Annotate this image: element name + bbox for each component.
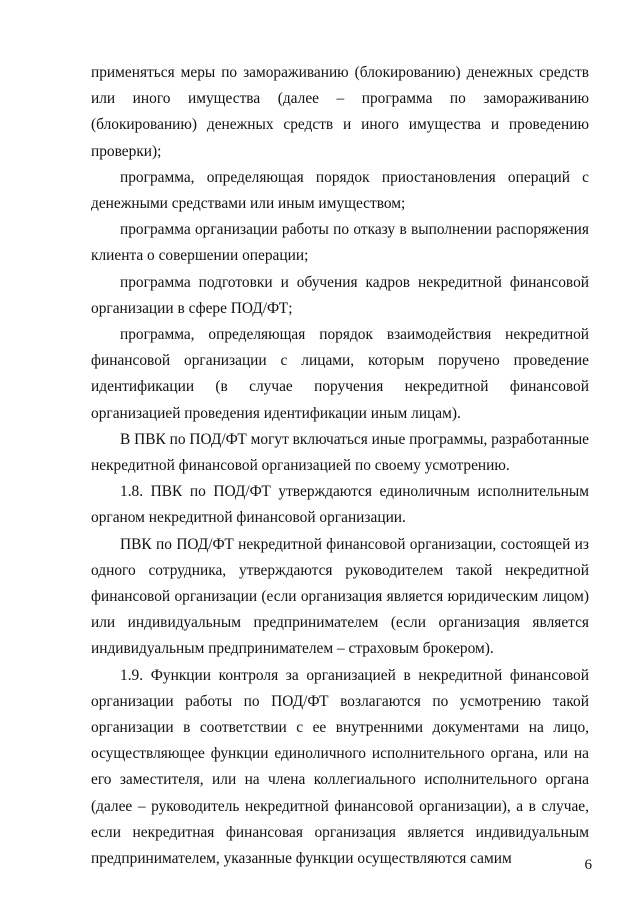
paragraph-single-employee-approval: ПВК по ПОД/ФТ некредитной финансовой организации, состоящей из одного сотрудника, утверждаются руководителем такой некредитной финансовой организации (если организация является юридическим лицом) или индивидуальным предпринимателем (если организация является индивидуальным предпринимателем – страховым брокером). xyxy=(91,535,589,658)
paragraph-training-program: программа подготовки и обучения кадров некредитной финансовой организации в сфере ПОД/ФТ; xyxy=(91,273,589,317)
paragraph-section-1-9: 1.9. Функции контроля за организацией в некредитной финансовой организации работы по ПОД/ФТ возлагаются по усмотрению такой организации в соответствии с ее внутренними документами на лицо, осуществляющее функции единоличного исполнительного органа, или на его заместителя, или на члена коллегиального исполнительного органа (далее – руководитель некредитной финансовой организации), а в случае, если некредитная финансовая организация является индивидуальным предпринимателем, указанные функции осуществляются самим xyxy=(91,666,589,868)
paragraph-freezing-program-continued: применяться меры по замораживанию (блокированию) денежных средств или иного имущества (далее – программа по замораживанию (блокированию) денежных средств и иного имущества и проведению проверки); xyxy=(91,64,589,160)
paragraph-suspension-program: программа, определяющая порядок приостановления операций с денежными средствами или иным имуществом; xyxy=(91,168,589,213)
paragraph-section-1-8: 1.8. ПВК по ПОД/ФТ утверждаются единоличным исполнительным органом некредитной финансовой организации. xyxy=(91,483,589,527)
body-text xyxy=(91,60,589,872)
paragraph-identification-program: программа, определяющая порядок взаимодействия некредитной финансовой организации с лицами, которым поручено проведение идентификации (в случае поручения некредитной финансовой организацией проведения идентификации иным лицам). xyxy=(91,326,589,422)
paragraph-refusal-program: программа организации работы по отказу в выполнении распоряжения клиента о совершении операции; xyxy=(91,221,589,265)
page-number: 6 xyxy=(584,857,592,873)
paragraph-other-programs: В ПВК по ПОД/ФТ могут включаться иные программы, разработанные некредитной финансовой организацией по своему усмотрению. xyxy=(91,430,589,475)
